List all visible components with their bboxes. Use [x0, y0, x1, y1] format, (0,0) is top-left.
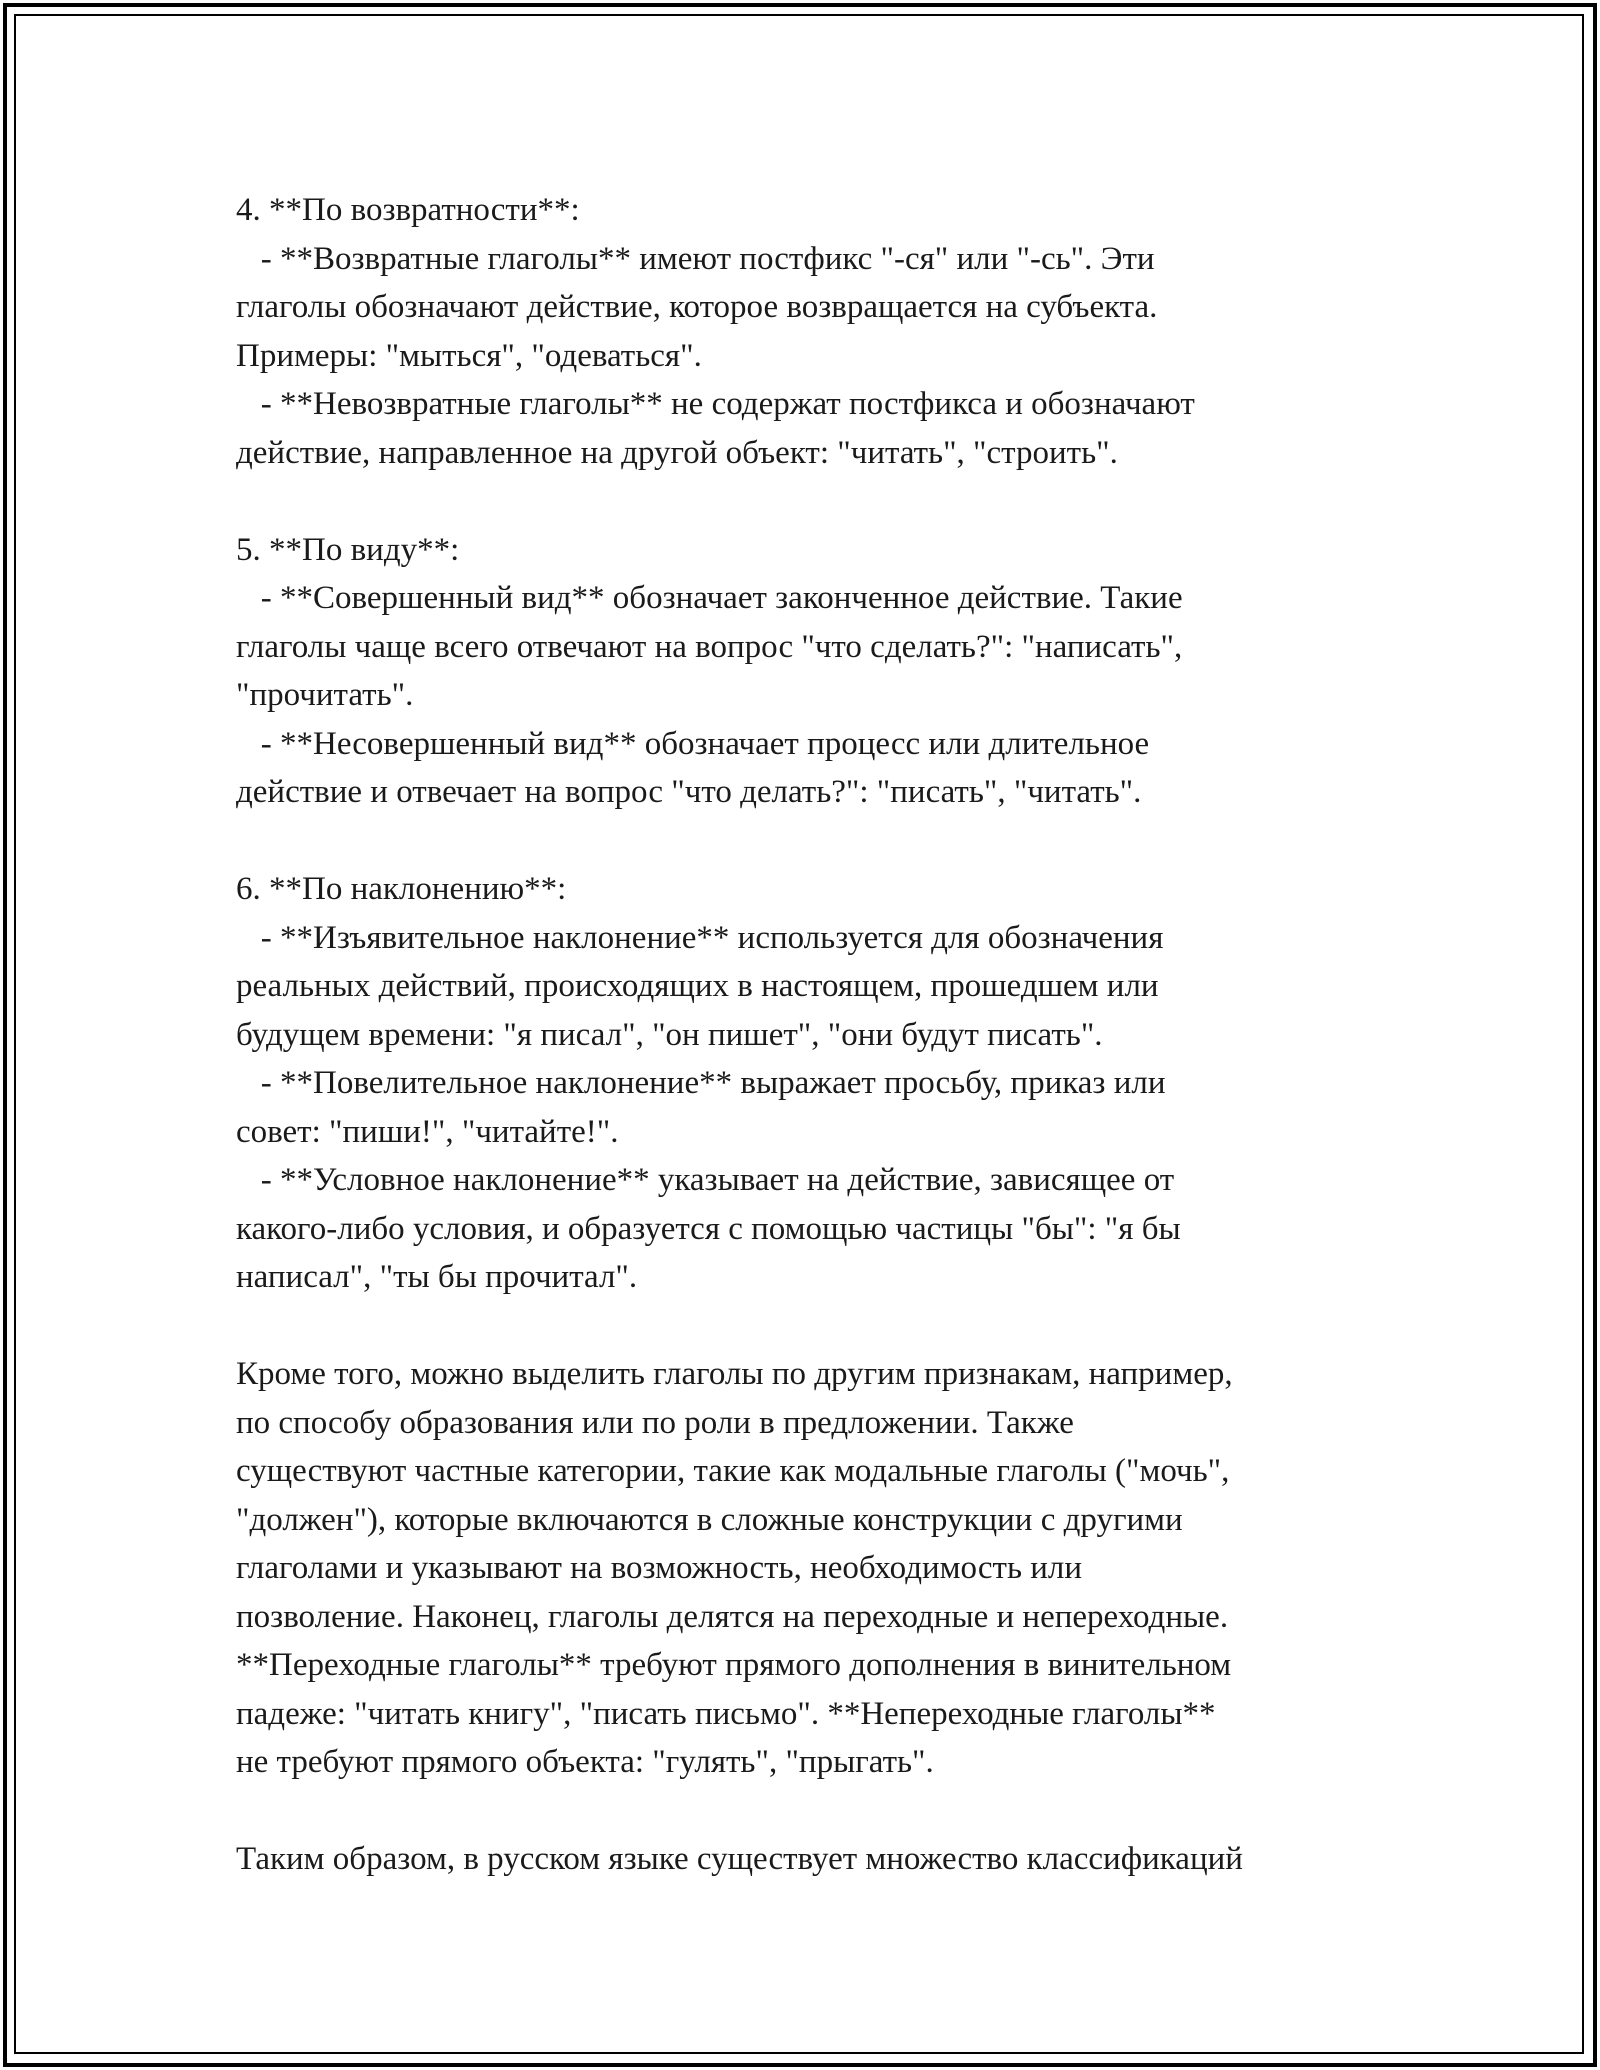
- text-line: написал", "ты бы прочитал".: [236, 1259, 638, 1295]
- text-line: **Переходные глаголы** требуют прямого дополнения в винительном: [236, 1647, 1232, 1683]
- text-line: глаголы чаще всего отвечают на вопрос "что сделать?": "написать",: [236, 628, 1183, 665]
- text-line: действие, направленное на другой объект: "читать", "строить".: [236, 434, 1118, 471]
- text-line: позволение. Наконец, глаголы делятся на переходные и непереходные.: [236, 1598, 1229, 1635]
- text-line: - **Изъявительное наклонение** используется для обозначения: [236, 919, 1164, 956]
- blank-line: [236, 477, 1376, 526]
- text-line: - **Несовершенный вид** обозначает процесс или длительное: [236, 725, 1150, 762]
- text-line: - **Повелительное наклонение** выражает просьбу, приказ или: [236, 1065, 1166, 1101]
- text-line: глаголами и указывают на возможность, необходимость или: [236, 1550, 1083, 1586]
- text-line: 5. **По виду**:: [236, 531, 460, 568]
- text-line: 4. **По возвратности**:: [236, 192, 580, 228]
- text-line: действие и отвечает на вопрос "что делать?": "писать", "читать".: [236, 774, 1142, 810]
- text-line: Кроме того, можно выделить глаголы по другим признакам, например,: [236, 1356, 1233, 1392]
- text-line: будущем времени: "я писал", "он пишет", "они будут писать".: [236, 1016, 1103, 1053]
- text-line: какого-либо условия, и образуется с помощью частицы "бы": "я бы: [236, 1210, 1181, 1247]
- text-line: - **Совершенный вид** обозначает законченное действие. Такие: [236, 580, 1183, 616]
- text-line: глаголы обозначают действие, которое возвращается на субъекта.: [236, 289, 1158, 325]
- blank-line: [236, 1787, 1376, 1836]
- blank-line: [236, 1302, 1376, 1351]
- text-line: по способу образования или по роли в предложении. Также: [236, 1404, 1074, 1441]
- document-body: [236, 186, 1376, 1884]
- text-line: существуют частные категории, такие как модальные глаголы ("мочь",: [236, 1453, 1230, 1489]
- text-line: Таким образом, в русском языке существует множество классификаций: [236, 1841, 1243, 1877]
- text-line: Примеры: "мыться", "одеваться".: [236, 337, 702, 374]
- text-line: падеже: "читать книгу", "писать письмо". **Непереходные глаголы**: [236, 1695, 1216, 1732]
- text-line: - **Возвратные глаголы** имеют постфикс "-ся" или "-сь". Эти: [236, 240, 1155, 277]
- text-line: реальных действий, происходящих в настоящем, прошедшем или: [236, 968, 1159, 1004]
- text-line: - **Невозвратные глаголы** не содержат постфикса и обозначают: [236, 386, 1195, 422]
- text-line: "должен"), которые включаются в сложные конструкции с другими: [236, 1501, 1183, 1538]
- text-line: совет: "пиши!", "читайте!".: [236, 1113, 619, 1150]
- blank-line: [236, 817, 1376, 866]
- text-line: 6. **По наклонению**:: [236, 871, 567, 907]
- text-line: "прочитать".: [236, 677, 414, 713]
- text-line: - **Условное наклонение** указывает на действие, зависящее от: [236, 1162, 1175, 1198]
- text-line: не требуют прямого объекта: "гулять", "прыгать".: [236, 1744, 934, 1780]
